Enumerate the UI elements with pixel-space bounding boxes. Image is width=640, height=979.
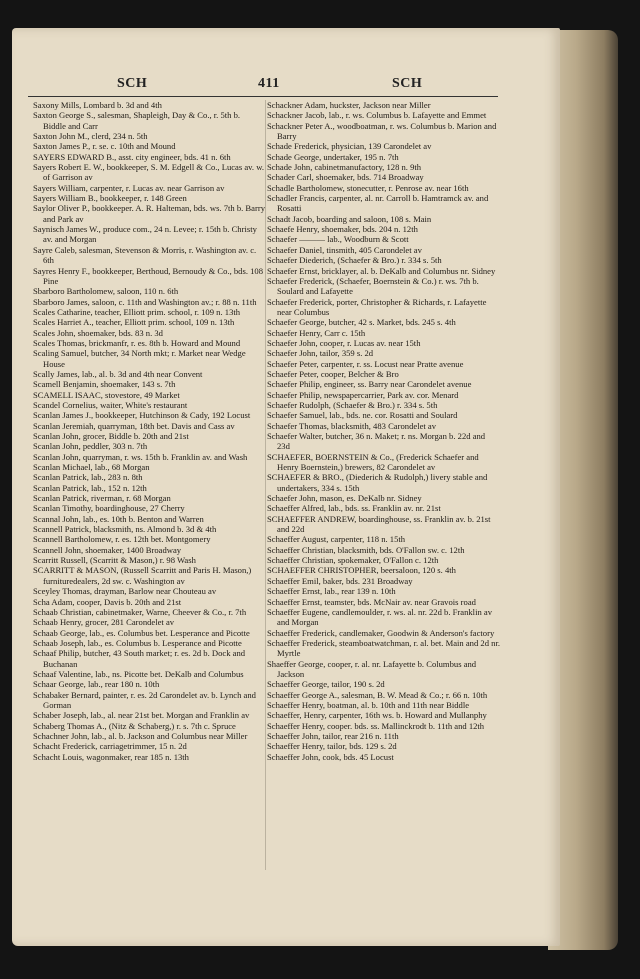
directory-entry: Scannell Patrick, blacksmith, ns. Almond b. 3d & 4th — [33, 524, 217, 535]
directory-entry: Schabaker Bernard, painter, r. es. 2d Carondelet av. b. Lynch and Gorman — [33, 689, 256, 710]
directory-entry: Schaeffer August, carpenter, 118 n. 15th — [267, 534, 406, 545]
directory-entry: Schaeffer Henry, tailor, bds. 129 s. 2d — [267, 741, 397, 752]
directory-entry: SCHAEFER & BRO., (Diederich & Rudolph,) livery stable and undertakers, 334 s. 15th — [267, 472, 488, 493]
directory-entry: Schaeffer Eugene, candlemoulder, r. ws. al. nr. 22d b. Franklin av and Morgan — [267, 606, 493, 628]
directory-entry: Schaeffer John, tailor, rear 216 n. 11th — [267, 730, 399, 741]
directory-entry: Scanlan Patrick, riverman, r. 68 Morgan — [33, 493, 171, 504]
directory-entry: Schaefer ——— lab., Woodburn & Scott — [267, 234, 409, 245]
directory-entry: Schaeffer Ernst, lab., rear 139 n. 10th — [267, 586, 396, 597]
directory-entry: Schaeffer Christian, spokemaker, O'Fallon c. 12th — [267, 555, 439, 566]
directory-entry: Schaefer John, tailor, 359 s. 2d — [267, 348, 374, 359]
page-number: 411 — [258, 76, 280, 91]
directory-entry: Schadler Francis, carpenter, al. nr. Carroll b. Hamtramck av. and Rosatti — [267, 193, 489, 214]
directory-entry: Scanlan John, grocer, Biddle b. 20th and 21st — [33, 431, 189, 441]
directory-entry: Schaaf Valentine, lab., ns. Picotte bet. DeKalb and Columbus — [33, 668, 244, 679]
directory-entry: Schaeffer George, tailor, 190 s. 2d — [267, 679, 385, 690]
directory-entry: Schaefer Frederick, porter, Christopher & Richards, r. Lafayette near Columbus — [267, 296, 487, 317]
directory-entry: SCHAEFER, BOERNSTEIN & Co., (Frederick Schaefer and Henry Boernstein,) brewers, 82 Carondelet av — [267, 451, 479, 473]
directory-entry: Scamell Benjamin, shoemaker, 143 s. 7th — [33, 379, 176, 390]
directory-entry: Schaaf Philip, butcher, 43 South market; r. es. 2d b. Dock and Buchanan — [33, 648, 246, 669]
directory-entry: Schaefer Walter, butcher, 36 n. Maket; r. ns. Morgan b. 22d and 23d — [267, 431, 486, 452]
directory-entry: Schaab Joseph, lab., es. Columbus b. Lesperance and Picotte — [33, 637, 242, 648]
directory-entry: Sbarboro James, saloon, c. 11th and Washington av.; r. 88 n. 11th — [33, 296, 257, 307]
directory-entry: Schadle Bartholomew, stonecutter, r. Penrose av. near 16th — [267, 182, 469, 193]
directory-entry: Schaeffer Henry, boatman, al. b. 10th and 11th near Biddle — [267, 699, 470, 710]
directory-entry: Schaab George, lab., es. Columbus bet. Lesperance and Picotte — [33, 627, 250, 638]
directory-entry: Schadt Jacob, boarding and saloon, 108 s. Main — [267, 213, 432, 224]
directory-entry: Scannell Bartholomew, r. es. 12th bet. Montgomery — [33, 534, 211, 545]
left-column — [33, 100, 265, 762]
directory-entry: Schaberg Thomas A., (Nitz & Schaberg,) r. s. 7th c. Spruce — [33, 720, 236, 731]
directory-entry: SAYERS EDWARD B., asst. city engineer, bds. 41 n. 6th — [33, 151, 231, 162]
directory-entry: Scally James, lab., al. b. 3d and 4th near Convent — [33, 368, 203, 379]
directory-entry: SCARRITT & MASON, (Russell Scarritt and Paris H. Mason,) furnituredealers, 2d sw. c. Washington av — [33, 565, 252, 586]
directory-entry: Saxton George S., salesman, Shapleigh, Day & Co., r. 5th b. Biddle and Carr — [33, 110, 241, 131]
directory-entry: Schaeffer George A., salesman, B. W. Mead & Co.; r. 66 n. 10th — [267, 689, 488, 700]
directory-entry: Schaefe Henry, shoemaker, bds. 204 n. 12th — [267, 224, 418, 235]
directory-entry: Sceyley Thomas, drayman, Barlow near Chouteau av — [33, 586, 217, 597]
directory-entry: Sayres Henry F., bookkeeper, Berthoud, Bernoudy & Co., bds. 108 Pine — [33, 265, 264, 286]
directory-entry: Schaefer Rudolph, (Schaefer & Bro.) r. 334 s. 5th — [267, 399, 438, 410]
directory-entry: Schaefer Philip, engineer, ss. Barry near Carondelet avenue — [267, 379, 472, 390]
directory-entry: Schachner John, lab., al. b. Jackson and Columbus near Miller — [33, 730, 248, 741]
directory-entry: Scanlan Timothy, boardinghouse, 27 Cherry — [33, 503, 185, 514]
directory-entry: Sayers William B., bookkeeper, r. 148 Green — [33, 193, 187, 204]
directory-entry: Schaeffer, Henry, carpenter, 16th ws. b. Howard and Mullanphy — [267, 710, 487, 721]
directory-entry: Sayre Caleb, salesman, Stevenson & Morris, r. Washington av. c. 6th — [33, 244, 257, 266]
directory-entry: Scannal John, lab., es. 10th b. Benton and Warren — [33, 513, 204, 524]
directory-entry: Saxton James P., r. se. c. 10th and Mound — [33, 141, 176, 152]
directory-entry: Saxton John M., clerd, 234 n. 5th — [33, 131, 148, 142]
right-column — [267, 100, 500, 762]
directory-entry: Schaefer George, butcher, 42 s. Market, bds. 245 s. 4th — [267, 317, 456, 328]
directory-entry: Schaefer Daniel, tinsmith, 405 Carondelet av — [267, 244, 422, 255]
directory-entry: Scanlan John, peddler, 303 n. 7th — [33, 441, 148, 452]
directory-entry: Schaefer Henry, Carr c. 15th — [267, 327, 366, 338]
directory-entry: Shaeffer George, cooper, r. al. nr. Lafayette b. Columbus and Jackson — [267, 658, 477, 679]
directory-entry: Saynisch James W., produce com., 24 n. Levee; r. 15th b. Christy av. and Morgan — [33, 224, 257, 245]
header-right-guideword: SCH — [392, 76, 423, 91]
directory-entry: SCAMELL ISAAC, stovestore, 49 Market — [33, 389, 180, 400]
directory-entry: Scanlan Patrick, lab., 283 n. 8th — [33, 472, 143, 483]
directory-entry: Schade Frederick, physician, 139 Carondelet av — [267, 141, 432, 152]
directory-entry: Scanlan Michael, lab., 68 Morgan — [33, 462, 150, 473]
directory-entry: Schader Carl, shoemaker, bds. 714 Broadway — [267, 172, 424, 183]
directory-entry: SCHAEFFER ANDREW, boardinghouse, ss. Franklin av. b. 21st and 22d — [267, 513, 491, 535]
directory-entry: Scha Adam, cooper, Davis b. 20th and 21st — [33, 596, 182, 607]
directory-entry: Schaeffer John, cook, bds. 45 Locust — [267, 751, 394, 762]
directory-entry: Scaling Samuel, butcher, 34 North mkt; r. Market near Wedge House — [33, 348, 246, 369]
directory-entry: Schaefer Samuel, lab., bds. ne. cor. Rosatti and Soulard — [267, 410, 458, 421]
directory-entry: Schaefer Peter, cooper, Belcher & Bro — [267, 368, 399, 379]
directory-entry: Schaeffer Christian, blacksmith, bds. O'Fallon sw. c. 12th — [267, 544, 465, 555]
directory-entry: SCHAEFFER CHRISTOPHER, beersaloon, 120 s. 4th — [267, 565, 456, 576]
directory-entry: Schaefer John, cooper, r. Lucas av. near 15th — [267, 337, 421, 348]
directory-entry: Scales Catharine, teacher, Elliott prim. school, r. 109 n. 13th — [33, 306, 241, 317]
directory-entry: Sbarboro Bartholomew, saloon, 110 n. 6th — [33, 286, 179, 297]
header-left-guideword: SCH — [117, 76, 148, 91]
directory-entry: Schade John, cabinetmanufactory, 128 n. 9th — [267, 162, 422, 173]
directory-entry: Schaab Christian, cabinetmaker, Warne, Cheever & Co., r. 7th — [33, 606, 247, 617]
directory-entry: Schackner Adam, huckster, Jackson near Miller — [267, 100, 431, 110]
directory-entry: Schaefer Diederich, (Schaefer & Bro.) r. 334 s. 5th — [267, 255, 442, 266]
directory-entry: Schackner Peter A., woodboatman, r. ws. Columbus b. Marion and Barry — [267, 120, 497, 142]
directory-entry: Schaefer Ernst, bricklayer, al. b. DeKalb and Columbus nr. Sidney — [267, 265, 496, 276]
directory-entry: Schaefer Thomas, blacksmith, 483 Carondelet av — [267, 420, 437, 431]
directory-entry: Scannell John, shoemaker, 1400 Broadway — [33, 544, 182, 555]
directory-entry: Schaeffer Alfred, lab., bds. ss. Franklin av. nr. 21st — [267, 503, 441, 514]
directory-entry: Schacht Frederick, carriagetrimmer, 15 n. 2d — [33, 741, 187, 752]
directory-entry: Saxony Mills, Lombard b. 3d and 4th — [33, 100, 162, 110]
directory-entry: Schaeffer Ernst, teamster, bds. McNair av. near Gravois road — [267, 596, 476, 607]
directory-entry: Schaeffer Frederick, steamboatwatchman, r. al. bet. Main and 2d nr. Myrtle — [267, 637, 500, 659]
directory-entry: Schaber Joseph, lab., al. near 21st bet. Morgan and Franklin av — [33, 710, 250, 721]
column-divider — [265, 100, 266, 870]
directory-entry: Schade George, undertaker, 195 n. 7th — [267, 151, 399, 162]
directory-entry: Schaefer Philip, newspapercarrier, Park av. cor. Menard — [267, 389, 459, 400]
directory-entry: Schaeffer Henry, cooper. bds. ss. Mallinckrodt b. 11th and 12th — [267, 720, 485, 731]
directory-entry: Scanlan Patrick, lab., 152 n. 12th — [33, 482, 147, 493]
directory-entry: Scales Thomas, brickmanfr, r. es. 8th b. Howard and Mound — [33, 337, 241, 348]
directory-entry: Schackner Jacob, lab., r. ws. Columbus b. Lafayette and Emmet — [267, 110, 487, 121]
directory-entry: Schaefer Frederick, (Schaefer, Boernstein & Co.) r. ws. 7th b. Soulard and Lafayette — [267, 275, 479, 297]
directory-entry: Schaefer Peter, carpenter, r. ss. Locust near Pratte avenue — [267, 358, 464, 369]
directory-entry: Schaeffer Frederick, candlemaker, Goodwin & Anderson's factory — [267, 627, 495, 638]
directory-entry: Scanlan John, quarryman, r. ws. 15th b. Franklin av. and Wash — [33, 451, 248, 462]
directory-entry: Scanlan Jeremiah, quarryman, 18th bet. Davis and Cass av — [33, 420, 235, 431]
directory-entry: Scales John, shoemaker, bds. 83 n. 3d — [33, 327, 163, 338]
header-rule — [28, 96, 498, 97]
directory-entry: Schaab Henry, grocer, 281 Carondelet av — [33, 617, 175, 628]
directory-entry: Saylor Oliver P., bookkeeper. A. R. Halteman, bds. ws. 7th b. Barry and Park av — [33, 203, 266, 224]
running-header — [20, 76, 500, 96]
directory-entry: Sayers William, carpenter, r. Lucas av. near Garrison av — [33, 182, 225, 193]
directory-entry: Scales Harriet A., teacher, Elliott prim. school, 109 n. 13th — [33, 317, 235, 328]
directory-entry: Sayers Robert E. W., bookkeeper, S. M. Edgell & Co., Lucas av. w. of Garrison av — [33, 162, 265, 183]
directory-entry: Schaar George, lab., rear 180 n. 10th — [33, 679, 160, 690]
directory-entry: Scanlan James J., bookkeeper, Hutchinson & Cady, 192 Locust — [33, 410, 251, 421]
directory-entry: Scarritt Russell, (Scarritt & Mason,) r. 98 Wash — [33, 555, 196, 566]
directory-entry: Schaeffer Emil, baker, bds. 231 Broadway — [267, 575, 413, 586]
directory-entry: Schacht Louis, wagonmaker, rear 185 n. 13th — [33, 751, 189, 762]
directory-entry: Schaefer John, mason, es. DeKalb nr. Sidney — [267, 493, 422, 504]
directory-entry: Scandel Cornelius, waiter, White's restaurant — [33, 399, 188, 410]
